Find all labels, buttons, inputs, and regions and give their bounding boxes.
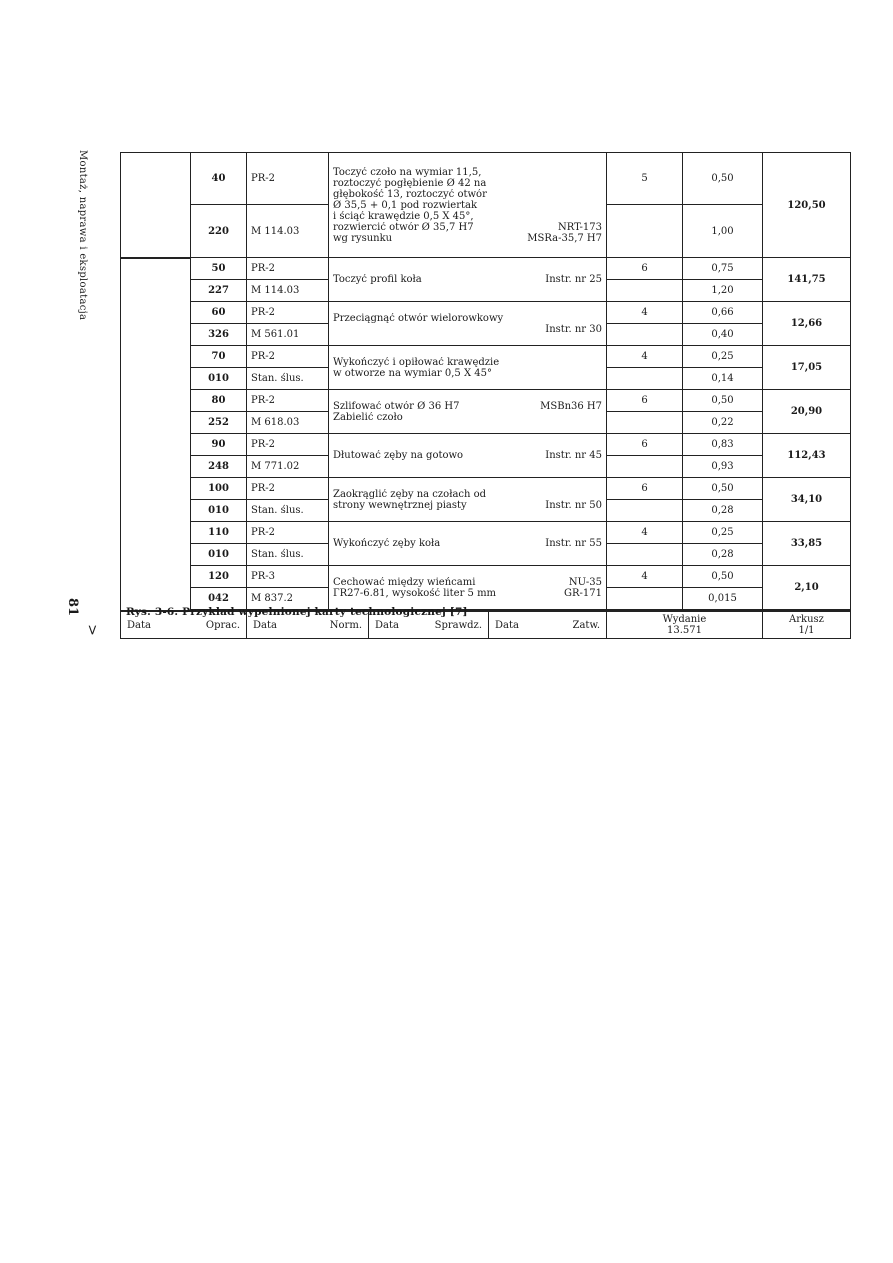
page-number: 81 [65,598,80,617]
time-tj: 0,28 [683,500,763,522]
operation-number: 110 [191,522,247,544]
operation-number: 50 [191,258,247,280]
operation-description [329,434,607,478]
operation-number: 010 [191,500,247,522]
operation-description [329,390,607,434]
operation-number: 220 [191,205,247,258]
time-tpz: 0,25 [683,346,763,368]
footer-arkusz-value: 1/1 [798,625,815,636]
time-tpz: 0,75 [683,258,763,280]
operation-number: 70 [191,346,247,368]
description-line [333,489,602,500]
footer-data-label: Data [253,619,277,631]
footer-wydanie-cell [607,611,763,639]
operation-number: 326 [191,324,247,346]
time-tj: 0,28 [683,544,763,566]
operation-row [121,346,851,368]
operation-station: M 114.03 [247,280,329,302]
workers-count: 4 [607,566,683,588]
blank-margin-cell [121,302,191,346]
operation-number: 60 [191,302,247,324]
workers-count: 6 [607,434,683,456]
description-line [333,450,602,461]
workers-count [607,412,683,434]
description-text: Toczyć profil koła [333,274,422,285]
description-text: rozwiercić otwór Ø 35,7 H7 [333,221,474,233]
workers-count [607,280,683,302]
workers-count: 4 [607,522,683,544]
description-line [333,222,602,233]
description-line [333,412,602,423]
operation-number: 40 [191,153,247,205]
operation-total: 33,85 [763,522,851,566]
description-line [333,500,602,511]
footer-wydanie-value: 13.571 [667,625,702,636]
operation-station: PR-2 [247,434,329,456]
blank-margin-cell [121,478,191,522]
operation-description [329,522,607,566]
operation-description [329,153,607,258]
figure-caption: Rys. 3-6. Przykład wypełnionej karty technologicznej [7] [126,606,468,618]
description-text: Ø 35,5 + 0,1 pod rozwiertak [333,199,478,211]
time-tj: 0,14 [683,368,763,390]
blank-margin-cell [121,434,191,478]
running-header: Montaż, naprawa i eksploatacja [77,150,88,321]
time-tpz: 0,50 [683,390,763,412]
blank-margin-cell [121,258,191,302]
workers-count: 4 [607,302,683,324]
operation-station: PR-2 [247,302,329,324]
description-line [333,538,602,549]
workers-count [607,368,683,390]
footer-data-label: Data [375,619,399,631]
operation-station: Stan. ślus. [247,368,329,390]
time-tpz: 0,66 [683,302,763,324]
workers-count: 6 [607,258,683,280]
description-text: Toczyć czoło na wymiar 11,5, [333,166,482,178]
blank-margin-cell [121,522,191,566]
operation-station: PR-2 [247,390,329,412]
footer-norm-label: Norm. [329,619,362,631]
instruction-reference: GR-171 [564,587,602,599]
operation-station: PR-2 [247,258,329,280]
operation-total: 20,90 [763,390,851,434]
operation-description [329,302,607,346]
description-text: strony wewnętrznej piasty [333,499,467,511]
instruction-reference: Instr. nr 55 [545,538,602,549]
instruction-reference: Instr. nr 50 [545,499,602,511]
operation-total: 34,10 [763,478,851,522]
description-line [333,211,602,222]
operation-station: Stan. ślus. [247,544,329,566]
time-tpz: 0,50 [683,566,763,588]
instruction-reference: Instr. nr 25 [545,274,602,285]
workers-count [607,324,683,346]
description-text: wg rysunku [333,232,393,244]
time-tj: 1,20 [683,280,763,302]
footer-data-label: Data [127,619,151,631]
operation-total: 120,50 [763,153,851,258]
description-line [333,313,602,324]
workers-count: 6 [607,390,683,412]
operations-table [120,152,851,610]
operation-number: 248 [191,456,247,478]
footer-arkusz-cell [763,611,851,639]
operation-station: Stan. ślus. [247,500,329,522]
time-tpz: 0,50 [683,153,763,205]
time-tpz: 0,25 [683,522,763,544]
operation-row [121,522,851,544]
operation-station: M 114.03 [247,205,329,258]
description-line [333,233,602,244]
description-text: Cechować między wieńcami [333,576,476,588]
footer-zatw-label: Zatw. [572,619,600,631]
instruction-reference: MSBn36 H7 [540,400,602,412]
operation-station: PR-2 [247,153,329,205]
blank-margin-cell [121,346,191,390]
description-line [333,167,602,178]
operation-description [329,478,607,522]
operation-number: 120 [191,566,247,588]
description-text: ГR27-6.81, wysokość liter 5 mm [333,587,497,599]
description-text: Dłutować zęby na gotowo [333,450,464,461]
operation-station: M 771.02 [247,456,329,478]
workers-count: 6 [607,478,683,500]
time-tj: 0,40 [683,324,763,346]
description-line [333,189,602,200]
operation-total: 17,05 [763,346,851,390]
operation-number: 010 [191,544,247,566]
margin-arrow-mark: > [83,624,100,636]
operation-row [121,302,851,324]
instruction-reference: Instr. nr 45 [545,450,602,461]
operation-row [121,566,851,588]
time-tj: 0,015 [683,588,763,610]
operation-total: 2,10 [763,566,851,610]
operation-row [121,478,851,500]
footer-zatw-cell [489,611,607,639]
footer-sprawdz-label: Sprawdz. [434,619,482,631]
footer-data-label: Data [495,619,519,631]
operation-row [121,434,851,456]
operation-row [121,390,851,412]
description-line [333,368,602,379]
operation-description [329,258,607,302]
operation-station: PR-2 [247,478,329,500]
time-tj: 0,93 [683,456,763,478]
blank-margin-cell [121,566,191,610]
description-text: Wykończyć zęby koła [333,538,441,549]
operation-description [329,346,607,390]
description-line [333,357,602,368]
operation-station: M 618.03 [247,412,329,434]
description-text: Zabielić czoło [333,411,403,423]
operation-number: 80 [191,390,247,412]
operation-station: PR-2 [247,522,329,544]
footer-wydanie-label: Wydanie [662,614,707,625]
description-line [333,577,602,588]
operation-station: PR-3 [247,566,329,588]
operation-station: M 561.01 [247,324,329,346]
footer-arkusz-label: Arkusz [789,614,824,625]
operation-station: M 837.2 [247,588,329,610]
workers-count: 4 [607,346,683,368]
operation-total: 112,43 [763,434,851,478]
description-line [333,274,602,285]
operation-number: 227 [191,280,247,302]
operation-row [121,153,851,205]
operation-number: 100 [191,478,247,500]
description-line [333,178,602,189]
description-text: roztoczyć pogłębienie Ø 42 na [333,177,487,189]
operation-total: 12,66 [763,302,851,346]
operation-number: 010 [191,368,247,390]
time-tpz: 0,50 [683,478,763,500]
blank-margin-cell [121,153,191,258]
time-tj: 0,22 [683,412,763,434]
footer-oprac-label: Oprac. [205,619,240,631]
instruction-reference: NU-35 [568,576,602,588]
operation-total: 141,75 [763,258,851,302]
operation-row [121,258,851,280]
description-text: i ściąć krawędzie 0,5 X 45°, [333,210,474,222]
description-line [333,401,602,412]
description-text: w otworze na wymiar 0,5 X 45° [333,367,492,379]
instruction-reference: MSRa-35,7 H7 [527,232,602,244]
description-text: Szlifować otwór Ø 36 H7 [333,400,460,412]
description-text: głębokość 13, roztoczyć otwór [333,188,487,200]
instruction-reference: Instr. nr 30 [545,323,602,335]
operation-station: PR-2 [247,346,329,368]
description-line [333,588,602,599]
blank-margin-cell [121,390,191,434]
description-text: Wykończyć i opiłować krawędzie [333,356,500,368]
instruction-reference: NRT-173 [558,221,602,233]
operation-description [329,566,607,610]
operation-number: 90 [191,434,247,456]
time-tpz: 0,83 [683,434,763,456]
workers-count [607,500,683,522]
workers-count [607,205,683,258]
description-line [333,200,602,211]
operation-number: 042 [191,588,247,610]
time-tj: 1,00 [683,205,763,258]
technology-card [120,152,850,639]
operation-number: 252 [191,412,247,434]
description-text: Przeciągnąć otwór wielorowkowy [333,312,504,324]
workers-count: 5 [607,153,683,205]
description-line [333,324,602,335]
workers-count [607,588,683,610]
workers-count [607,544,683,566]
workers-count [607,456,683,478]
description-text: Zaokrąglić zęby na czołach od [333,488,487,500]
